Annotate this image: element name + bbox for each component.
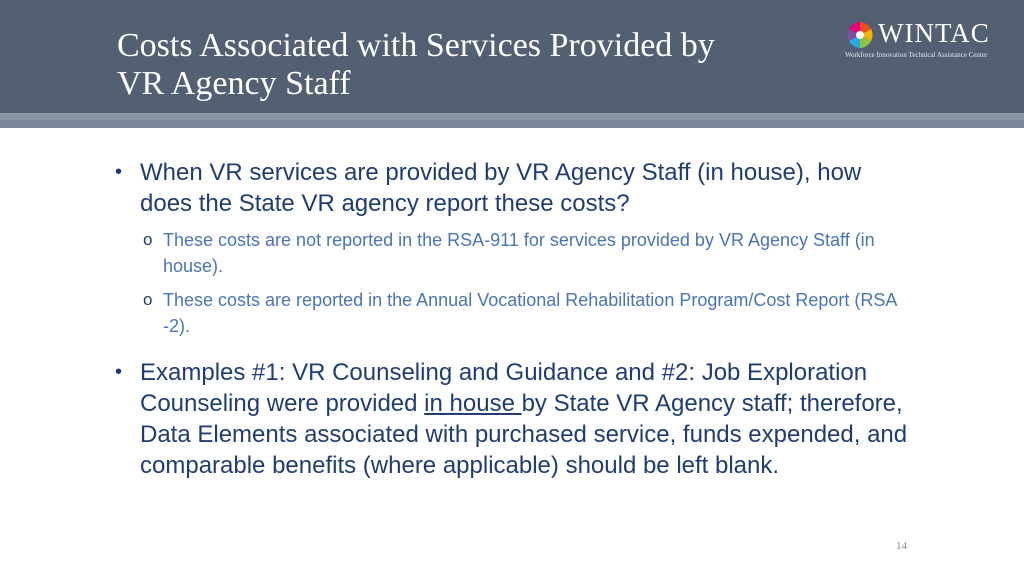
sub-bullet-marker: o	[143, 290, 153, 309]
title-line-2: VR Agency Staff	[117, 65, 351, 102]
bullet-text: When VR services are provided by VR Agency Staff (in house), how does the State VR agency report these costs?	[140, 159, 862, 217]
sub-bullet-item-1	[115, 227, 915, 279]
sub-bullet-text: These costs are reported in the Annual Vocational Rehabilitation Program/Cost Report (RSA -2).	[163, 290, 897, 336]
bullet-text-before: Examples #1: VR Counseling and Guidance and #2: Job Exploration Counseling were provided	[140, 359, 868, 417]
bullet-text-after: by State VR Agency staff; therefore, Data Elements associated with purchased service, funds expended, and comparable benefits (where applicable) should be left blank.	[140, 390, 908, 479]
slide-header	[0, 0, 1024, 113]
slide-title	[117, 27, 817, 103]
slide-body	[115, 157, 915, 481]
sub-bullet-marker: o	[143, 230, 153, 249]
wintac-logo-icon	[845, 20, 875, 50]
wintac-logo	[845, 20, 1020, 70]
sub-bullet-text: These costs are not reported in the RSA-911 for services provided by VR Agency Staff (in house).	[163, 230, 875, 276]
header-rule-secondary	[0, 120, 1024, 128]
logo-name: WINTAC	[878, 18, 990, 48]
bullet-item-2	[115, 357, 915, 481]
bullet-text-underlined: in house	[424, 390, 522, 417]
bullet-marker: •	[115, 361, 123, 383]
bullet-item-1	[115, 157, 915, 219]
page-number: 14	[896, 540, 907, 552]
header-rule	[0, 113, 1024, 120]
title-line-1: Costs Associated with Services Provided by	[117, 27, 715, 64]
sub-bullet-item-2	[115, 287, 915, 339]
logo-subtitle: Workforce Innovation Technical Assistance Center	[845, 51, 988, 59]
bullet-marker: •	[115, 161, 123, 183]
